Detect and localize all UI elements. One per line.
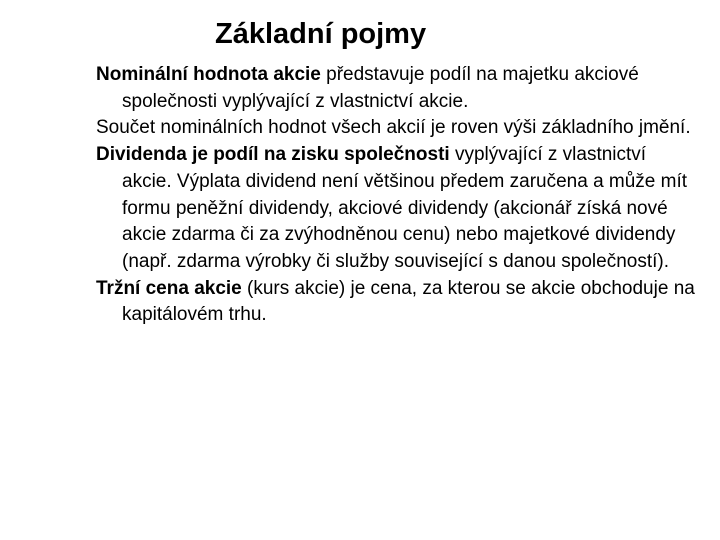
- paragraph-nominal-value: [96, 62, 696, 115]
- term-nominal-value: Nominální hodnota akcie: [96, 64, 321, 85]
- definition-dividend: vyplývající z vlastnictví akcie. Výplata dividend není většinou předem zaručena a může mít formu peněžní dividendy, akciové dividendy (akcionář získá nové akcie zdarma či za zvýhodněnou cenu) nebo majetkové dividendy (např. zdarma výrobky či služby související s danou společností).: [122, 144, 688, 272]
- text-nominal-sum: Součet nominálních hodnot všech akcií je roven výši základního jmění.: [96, 117, 691, 139]
- slide-title: Základní pojmy: [215, 18, 427, 50]
- definition-market-price: (kurs akcie) je cena, za kterou se akcie obchoduje na kapitálovém trhu.: [122, 277, 695, 326]
- term-dividend: Dividenda je podíl na zisku společnosti: [96, 144, 450, 166]
- term-market-price: Tržní cena akcie: [96, 277, 242, 299]
- paragraph-market-price: [96, 276, 696, 329]
- paragraph-nominal-sum: [96, 115, 696, 142]
- definition-nominal-value: představuje podíl na majetku akciové společnosti vyplývající z vlastnictví akcie.: [122, 64, 639, 112]
- slide-content: [96, 62, 696, 329]
- paragraph-dividend: [96, 142, 696, 276]
